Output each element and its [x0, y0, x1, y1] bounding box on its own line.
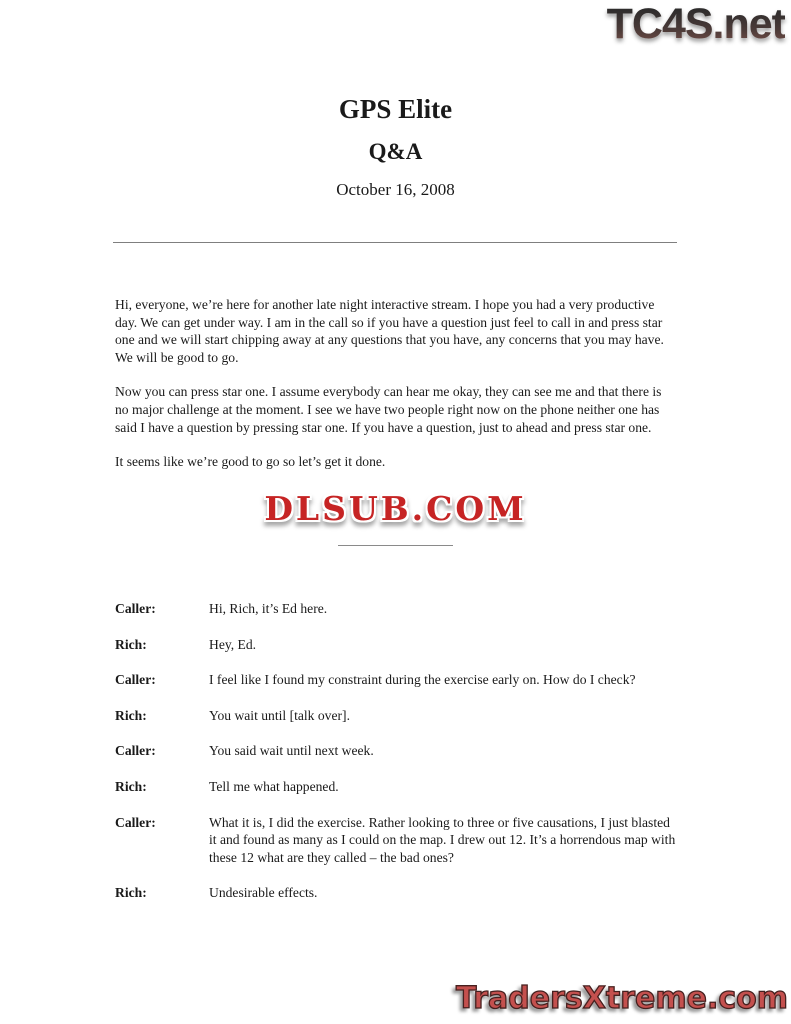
speaker-label: Rich: — [115, 636, 147, 652]
speaker-text: You said wait until next week. — [209, 743, 374, 759]
short-horizontal-rule — [338, 545, 453, 546]
speaker-text: I feel like I found my constraint during the exercise early on. How do I check? — [209, 672, 636, 688]
transcript — [115, 600, 677, 920]
speaker-label: Caller: — [115, 814, 156, 830]
tc4s-logo: TC4S.net — [606, 0, 785, 48]
speaker-text: Tell me what happened. — [209, 778, 339, 794]
page-title: GPS Elite — [338, 94, 453, 124]
speaker-text: Hi, Rich, it’s Ed here. — [209, 601, 328, 616]
transcript-row — [115, 884, 677, 902]
speaker-text: Undesirable effects. — [209, 885, 318, 901]
transcript-row — [115, 636, 677, 654]
speaker-label: Rich: — [115, 778, 147, 794]
speaker-label: Caller: — [115, 672, 156, 688]
tradersxtreme-logo: TradersXtreme.com — [456, 981, 788, 1016]
transcript-row — [115, 778, 677, 796]
transcript-row — [115, 600, 677, 618]
intro-paragraph: Now you can press star one. I assume everybody can hear me okay, they can see me and that there is no major challenge at the moment. I see we have two people right now on the phone neither one has said I have a question by pressing star one. If you have a question, just to ahead and press star one. — [115, 384, 662, 435]
speaker-label: Caller: — [115, 743, 156, 759]
title-block — [0, 94, 791, 200]
speaker-text: What it is, I did the exercise. Rather looking to three or five causations, I just blasted it and found as many as I could on the map. I drew out 12. It’s a horrendous map with these 12 what are they called – the bad ones? — [209, 814, 676, 865]
speaker-label: Rich: — [115, 707, 147, 723]
speaker-text: Hey, Ed. — [209, 636, 257, 652]
speaker-text: You wait until [talk over]. — [209, 707, 350, 723]
transcript-row — [115, 671, 677, 689]
transcript-row — [115, 707, 677, 725]
document-date: October 16, 2008 — [336, 180, 455, 199]
intro-paragraph: It seems like we’re good to go so let’s get it done. — [115, 454, 386, 470]
transcript-row — [115, 742, 677, 760]
speaker-label: Rich: — [115, 885, 147, 901]
page-subtitle: Q&A — [368, 139, 423, 164]
dlsub-watermark-logo: DLSUB.COM — [264, 489, 527, 528]
transcript-row — [115, 814, 677, 867]
intro-text — [115, 296, 678, 488]
top-horizontal-rule — [113, 242, 677, 243]
intro-paragraph: Hi, everyone, we’re here for another late night interactive stream. I hope you had a very productive day. We can get under way. I am in the call so if you have a question just feel to call in and press star one and we will start chipping away at any questions that you have, any concerns that you may have. We will be good to go. — [115, 297, 664, 365]
speaker-label: Caller: — [115, 601, 156, 616]
